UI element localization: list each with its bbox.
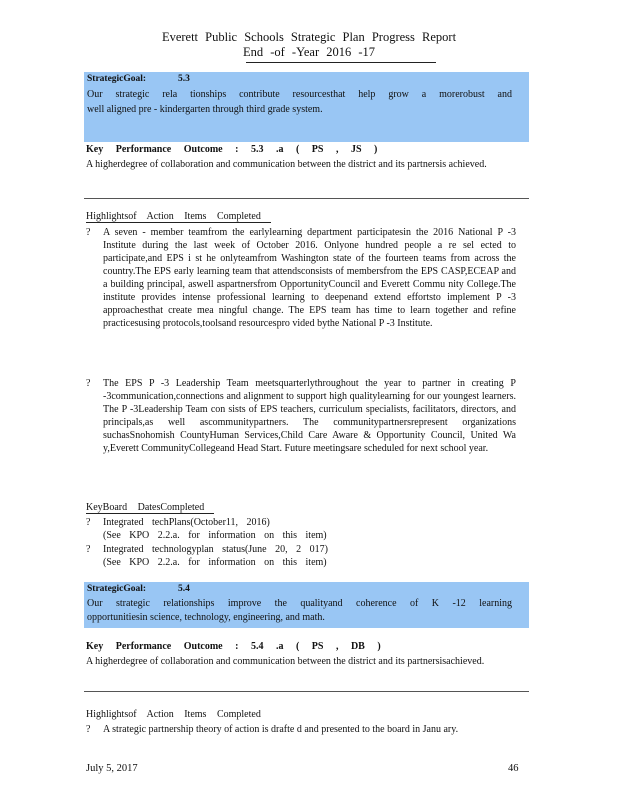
key-performance-outcome-heading: Key Performance Outcome : 5.3 .a ( PS , JS ) bbox=[86, 144, 378, 155]
report-title: Everett Public Schools Strategic Plan Progress Report bbox=[161, 30, 457, 44]
footer-date: July 5, 2017 bbox=[86, 763, 138, 774]
bullet-text: A seven - member teamfrom the earlylearning department participatesin the 2016 National P -3 Institute during the last week of October 2016. Onlyone hundred people a re sel ected to participate,and EPS i st he onlyteamfrom Washington state of the fourteen teams from across the country.The EPS early learning team that attendsconsists of membersfrom the EPS CASP,ECEAP and a building principal, aswell aspartnersfrom OpportunityCouncil and Everett Commu nity College.The institute provides intense professional learning to deepenand extend effortsto implement P -3 approachesthat create mea ningful change. The EPS team has time to learn together and refine practicesusing protocols,toolsand resourcespro vided bythe National P -3 Institute. bbox=[103, 227, 516, 329]
bullet-marker: ? bbox=[86, 517, 91, 528]
key-board-dates-heading: KeyBoard DatesCompleted bbox=[86, 502, 214, 514]
list-item bbox=[86, 516, 516, 542]
title-underline bbox=[246, 62, 436, 63]
strategic-goal-text-line: well aligned pre - kindergarten through third grade system. bbox=[87, 104, 323, 115]
strategic-goal-label: StrategicGoal: bbox=[87, 584, 147, 594]
highlights-heading: Highlightsof Action Items Completed bbox=[86, 211, 271, 223]
section-divider bbox=[84, 691, 529, 692]
highlights-heading: Highlightsof Action Items Completed bbox=[86, 709, 261, 720]
key-performance-outcome-text: A higherdegree of collaboration and communication between the district and its partnersisachieved. bbox=[86, 656, 485, 667]
list-item bbox=[86, 543, 516, 569]
key-performance-outcome-heading: Key Performance Outcome : 5.4 .a ( PS , DB ) bbox=[86, 641, 381, 652]
strategic-goal-number: 5.4 bbox=[178, 584, 190, 594]
page-number: 46 bbox=[508, 763, 519, 774]
bullet-text: A strategic partnership theory of action is drafte d and presented to the board in Janu ary. bbox=[103, 724, 459, 735]
strategic-goal-number: 5.3 bbox=[178, 74, 190, 84]
strategic-goal-band-5-3 bbox=[84, 72, 529, 142]
bullet-marker: ? bbox=[86, 544, 91, 555]
bullet-text: The EPS P -3 Leadership Team meetsquarterlythroughout the year to partner in creating P -3communication,connections and alignment to support high qualitylearning for our youngest learners. The P -3Leadership Team con sists of EPS teachers, curriculum specialists, facilitators, directors, and principals,as well ascommunitypartners. The communitypartnersrepresent organizations suchasSnohomish CountyHuman Services,Child Care Aware & Opportunity Council, United Wa y,Everett CommunityCollegeand Head Start. Future meetingsare scheduled for next school year. bbox=[103, 378, 516, 454]
report-subtitle: End -of -Year 2016 -17 bbox=[242, 45, 376, 59]
list-item bbox=[86, 226, 516, 330]
key-performance-outcome-text: A higherdegree of collaboration and communication between the district and its partnersis achieved. bbox=[86, 159, 487, 170]
strategic-goal-text-line: Our strategic rela tionships contribute resourcesthat help grow a morerobust and bbox=[87, 89, 512, 100]
list-item bbox=[86, 723, 516, 736]
strategic-goal-label: StrategicGoal: bbox=[87, 74, 147, 84]
bullet-marker: ? bbox=[86, 227, 91, 238]
bullet-marker: ? bbox=[86, 724, 91, 735]
board-date-note: (See KPO 2.2.a. for information on this item) bbox=[103, 557, 327, 568]
strategic-goal-text-line: opportunitiesin science, technology, engineering, and math. bbox=[87, 612, 325, 623]
strategic-goal-band-5-4 bbox=[84, 582, 529, 628]
section-divider bbox=[84, 198, 529, 199]
strategic-goal-text-line: Our strategic relationships improve the qualityand coherence of K -12 learning bbox=[87, 598, 512, 609]
bullet-marker: ? bbox=[86, 378, 91, 389]
board-date-item: Integrated technologyplan status(June 20, 2 017) bbox=[103, 544, 328, 555]
list-item bbox=[86, 377, 516, 455]
board-date-note: (See KPO 2.2.a. for information on this item) bbox=[103, 530, 327, 541]
board-date-item: Integrated techPlans(October11, 2016) bbox=[103, 517, 270, 528]
